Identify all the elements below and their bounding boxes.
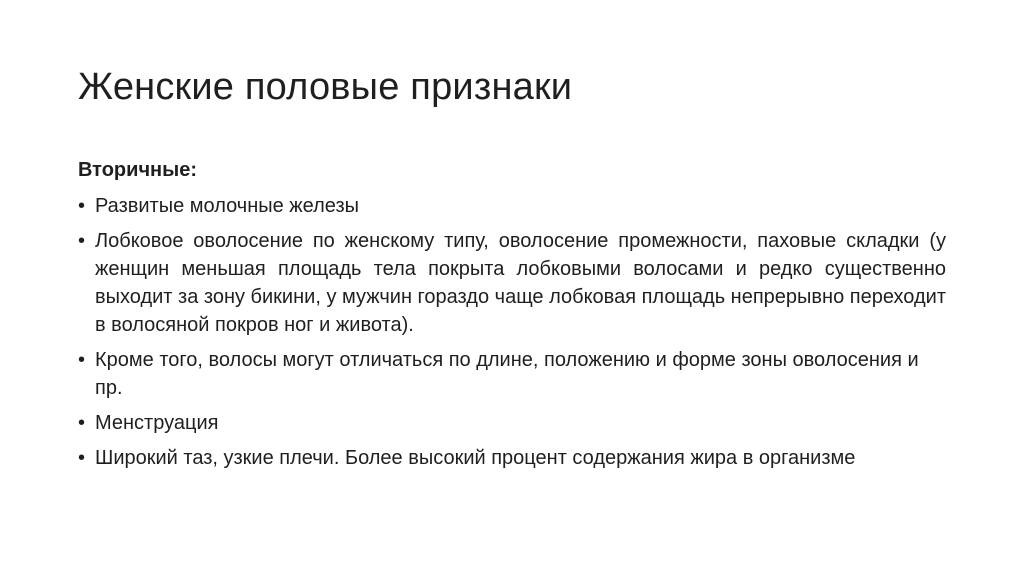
bullet-item <box>78 409 946 437</box>
bullet-text: Менструация <box>95 412 219 434</box>
bullet-icon: • <box>78 230 86 252</box>
bullet-item <box>78 346 946 402</box>
bullet-icon: • <box>78 195 86 217</box>
bullet-item <box>78 444 946 472</box>
bullet-text: Кроме того, волосы могут отличаться по длине, положению и форме зоны оволосения и пр. <box>95 349 919 399</box>
slide-content <box>78 156 946 479</box>
bullet-text: Развитые молочные железы <box>95 195 360 217</box>
bullet-icon: • <box>78 447 86 469</box>
subheading: Вторичные: <box>78 159 197 181</box>
bullet-text: Широкий таз, узкие плечи. Более высокий процент содержания жира в организме <box>95 447 856 469</box>
slide-title: Женские половые признаки <box>78 66 573 108</box>
bullet-icon: • <box>78 349 86 371</box>
bullet-list <box>78 192 946 472</box>
bullet-item <box>78 227 946 339</box>
bullet-item <box>78 192 946 220</box>
bullet-text: Лобковое оволосение по женскому типу, оволосение промежности, паховые складки (у женщин меньшая площадь тела покрыта лобковыми волосами и редко существенно выходит за зону бикини, у мужчин гораздо чаще лобковая площадь непрерывно переходит в волосяной покров ног и живота). <box>95 230 946 336</box>
bullet-icon: • <box>78 412 86 434</box>
